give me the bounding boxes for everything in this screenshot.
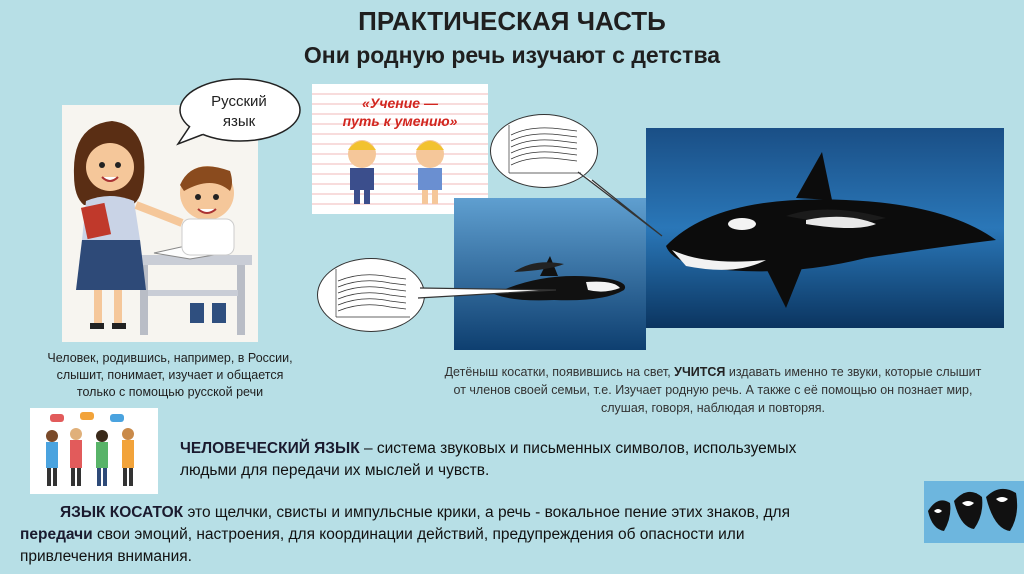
definition-orca-text-1: это щелчки, свисты и импульсные крики, а речь - вокальное пение этих знаков, для <box>183 504 790 521</box>
definition-orca-term-2: передачи <box>20 526 93 543</box>
definition-orca-line-2 <box>20 524 916 546</box>
definition-orca-line-1 <box>20 502 916 524</box>
caption-orca <box>418 363 1008 417</box>
orca-photo-small <box>454 198 646 350</box>
bubble-line-1: Русский <box>211 93 267 110</box>
caption-human <box>20 350 320 401</box>
caption-human-line-1: Человек, родившись, например, в России, <box>47 351 293 365</box>
definition-orca-text-2: свои эмоций, настроения, для координации действий, предупреждения об опасности или <box>92 526 745 543</box>
speech-bubble-text <box>176 92 302 132</box>
orca-pod-photo <box>924 481 1024 543</box>
spectrogram-2 <box>317 258 425 332</box>
caption-orca-line-2: от членов своей семьи, т.е. Изучает родную речь. А также с её помощью он познает мир, <box>453 383 973 397</box>
definition-human-text-1: – система звуковых и письменных символов, используемых <box>359 440 797 457</box>
caption-orca-line-1 <box>418 363 1008 381</box>
definition-human-language <box>180 438 880 482</box>
caption-human-line-2: слышит, понимает, изучает и общается <box>56 368 284 382</box>
people-talking-illustration <box>30 408 158 494</box>
slide-title: ПРАКТИЧЕСКАЯ ЧАСТЬ <box>358 6 666 36</box>
bubble-line-2: язык <box>222 113 256 130</box>
caption-orca-part-1: Детёныш косатки, появившись на свет, <box>444 365 675 379</box>
orca-photo-large <box>646 128 1004 328</box>
definition-human-line-2: людьми для передачи их мыслей и чувств. <box>180 462 490 479</box>
spectrogram-1 <box>490 114 598 188</box>
poster-line-2: путь к умению» <box>342 113 458 129</box>
caption-orca-emphasis: УЧИТСЯ <box>674 365 726 379</box>
caption-orca-part-2: издавать именно те звуки, которые слышит <box>725 365 982 379</box>
definition-human-term: ЧЕЛОВЕЧЕСКИЙ ЯЗЫК <box>180 440 360 457</box>
slide-subtitle: Они родную речь изучают с детства <box>303 42 721 68</box>
definition-orca-language <box>20 502 916 568</box>
definition-orca-line-3: привлечения внимания. <box>20 548 192 565</box>
caption-human-line-3: только с помощью русской речи <box>76 385 264 399</box>
caption-orca-line-3: слушая, говоря, наблюдая и повторяя. <box>601 401 825 415</box>
definition-human-line-1 <box>180 438 880 460</box>
poster-line-1: «Учение — <box>362 95 438 111</box>
poster-motto <box>312 94 488 130</box>
definition-orca-term: ЯЗЫК КОСАТОК <box>60 504 184 521</box>
